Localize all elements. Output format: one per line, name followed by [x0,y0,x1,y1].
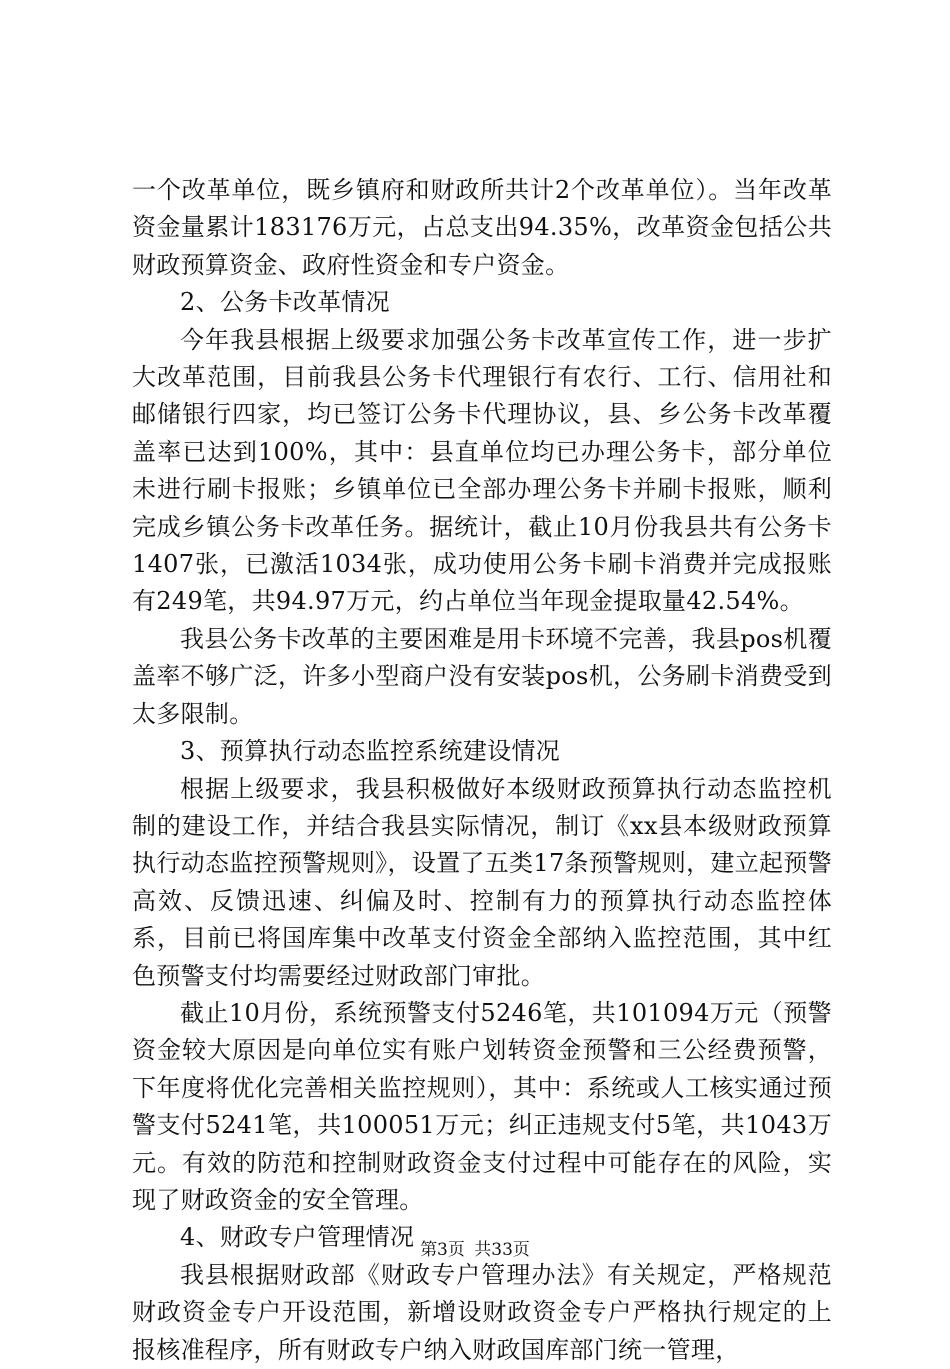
section-heading-special-accounts: 4、财政专户管理情况 [180,1223,415,1252]
page-number-footer: 第3页 共33页 [420,1240,530,1260]
paragraph-monitoring-results: 截止10月份，系统预警支付5246笔，共101094万元（预警资金较大原因是向单位实有账户划转资金预警和三公经费预警，下年度将优化完善相关监控规则），其中：系统或人工核实通过预警支付5241笔，共100051万元；纠正违规支付5笔，共1043万元。有效的防范和控制财政资金支付过程中可能存在的风险，实现了财政资金的安全管理。 [132,998,832,1214]
paragraph-official-card-difficulties: 我县公务卡改革的主要困难是用卡环境不完善，我县pos机覆盖率不够广泛，许多小型商户没有安装pos机，公务刷卡消费受到太多限制。 [132,624,832,728]
paragraph-official-card-progress: 今年我县根据上级要求加强公务卡改革宣传工作，进一步扩大改革范围，目前我县公务卡代理银行有农行、工行、信用社和邮储银行四家，均已签订公务卡代理协议，县、乡公务卡改革覆盖率已达到100%，其中：县直单位均已办理公务卡，部分单位未进行刷卡报账；乡镇单位已全部办理公务卡并刷卡报账，顺利完成乡镇公务卡改革任务。据统计，截止10月份我县共有公务卡1407张，已激活1034张，成功使用公务卡刷卡消费并完成报账有249笔，共94.97万元，约占单位当年现金提取量42.54%。 [132,325,832,616]
paragraph-reform-funds: 一个改革单位，既乡镇府和财政所共计2个改革单位）。当年改革资金量累计183176万元，占总支出94.35%，改革资金包括公共财政预算资金、政府性资金和专户资金。 [132,176,832,279]
section-heading-budget-monitoring: 3、预算执行动态监控系统建设情况 [180,737,561,766]
paragraph-special-accounts: 我县根据财政部《财政专户管理办法》有关规定，严格规范财政资金专户开设范围，新增设财政资金专户严格执行规定的上报核准程序，所有财政专户纳入财政国库部门统一管理， [132,1260,832,1364]
document-body [132,172,832,1369]
section-heading-official-card: 2、公务卡改革情况 [180,288,390,317]
paragraph-monitoring-system: 根据上级要求，我县积极做好本级财政预算执行动态监控机制的建设工作，并结合我县实际情况，制订《xx县本级财政预算执行动态监控预警规则》，设置了五类17条预警规则，建立起预警高效、反馈迅速、纠偏及时、控制有力的预算执行动态监控体系，目前已将国库集中改革支付资金全部纳入监控范围，其中红色预警支付均需要经过财政部门审批。 [132,774,832,990]
